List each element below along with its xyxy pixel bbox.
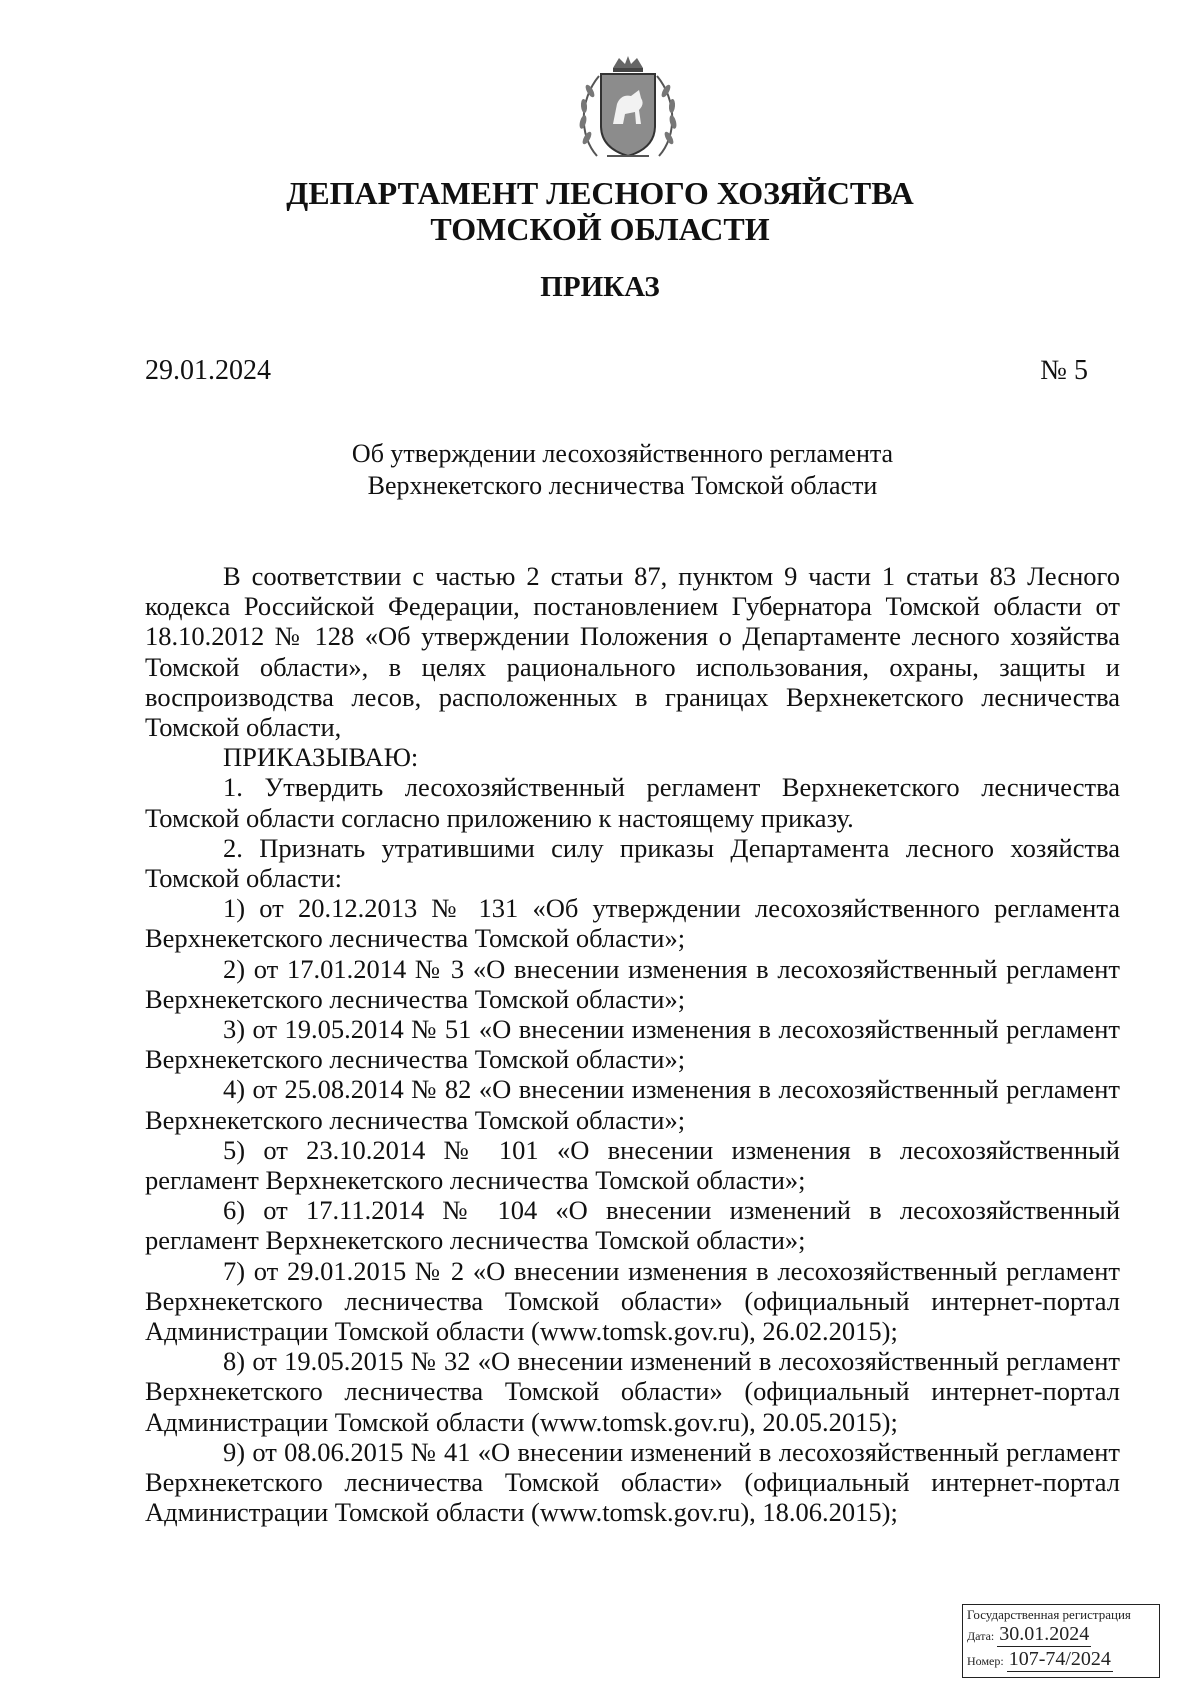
subject-line1: Об утверждении лесохозяйственного регламента [351, 439, 894, 468]
department-title [0, 175, 1200, 247]
preamble-paragraph: В соответствии с частью 2 статьи 87, пунктом 9 части 1 статьи 83 Лесного кодекса Российской Федерации, постановлением Губернатора Томской области от 18.10.2012 № 128 «Об утверждении Положения о Департаменте лесного хозяйства Томской области», в целях рационального использования, охраны, защиты и воспроизводства лесов, расположенных в границах Верхнекетского лесничества Томской области, [145, 561, 1120, 743]
order-item-1: 1. Утвердить лесохозяйственный регламент Верхнекетского лесничества Томской области согласно приложению к настоящему приказу. [145, 772, 1120, 833]
repealed-order-9: 9) от 08.06.2015 № 41 «О внесении изменений в лесохозяйственный регламент Верхнекетского лесничества Томской области» (официальный интернет-портал Администрации Томской области (www.tomsk.gov.ru), 18.06.2015); [145, 1436, 1120, 1528]
repealed-order-5: 5) от 23.10.2014 № 101 «О внесении изменения в лесохозяйственный регламент Верхнекетского лесничества Томской области»; [145, 1134, 1120, 1196]
registration-stamp-title: Государственная регистрация [967, 1607, 1131, 1622]
document-date: 29.01.2024 [145, 355, 271, 386]
repealed-order-3: 3) от 19.05.2014 № 51 «О внесении изменения в лесохозяйственный регламент Верхнекетского лесничества Томской области»; [145, 1014, 1120, 1075]
repealed-order-8: 8) от 19.05.2015 № 32 «О внесении изменений в лесохозяйственный регламент Верхнекетского лесничества Томской области» (официальный интернет-портал Администрации Томской области (www.tomsk.gov.ru), 20.05.2015); [145, 1346, 1120, 1437]
document-body [145, 561, 1120, 1528]
document-number: № 5 [1040, 355, 1088, 386]
repealed-order-7: 7) от 29.01.2015 № 2 «О внесении изменения в лесохозяйственный регламент Верхнекетского лесничества Томской области» (официальный интернет-портал Администрации Томской области (www.tomsk.gov.ru), 26.02.2015); [145, 1255, 1120, 1347]
repealed-order-2: 2) от 17.01.2014 № 3 «О внесении изменения в лесохозяйственный регламент Верхнекетского лесничества Томской области»; [145, 953, 1120, 1014]
repealed-order-1: 1) от 20.12.2013 № 131 «Об утверждении лесохозяйственного регламента Верхнекетского лесничества Томской области»; [145, 893, 1120, 954]
repealed-order-6: 6) от 17.11.2014 № 104 «О внесении изменений в лесохозяйственный регламент Верхнекетского лесничества Томской области»; [145, 1195, 1120, 1256]
registration-stamp [962, 1604, 1160, 1678]
document-subject [0, 438, 1200, 502]
registration-date-value: 30.01.2024 [999, 1623, 1090, 1645]
registration-number-row [967, 1647, 1155, 1672]
registration-number-label: Номер: [967, 1654, 1004, 1668]
order-item-2: 2. Признать утратившими силу приказы Департамента лесного хозяйства Томской области: [145, 832, 1120, 894]
order-word: ПРИКАЗЫВАЮ: [223, 742, 419, 773]
coat-of-arms-icon [573, 52, 683, 164]
registration-date-label: Дата: [967, 1629, 995, 1643]
department-title-line2: ТОМСКОЙ ОБЛАСТИ [430, 211, 770, 247]
document-type: ПРИКАЗ [540, 271, 660, 303]
registration-number-value: 107-74/2024 [1008, 1648, 1111, 1670]
registration-date-row [967, 1622, 1155, 1647]
department-title-line1: ДЕПАРТАМЕНТ ЛЕСНОГО ХОЗЯЙСТВА [286, 175, 914, 211]
repealed-order-4: 4) от 25.08.2014 № 82 «О внесении изменения в лесохозяйственный регламент Верхнекетского лесничества Томской области»; [145, 1074, 1120, 1135]
subject-line2: Верхнекетского лесничества Томской области [367, 471, 878, 500]
